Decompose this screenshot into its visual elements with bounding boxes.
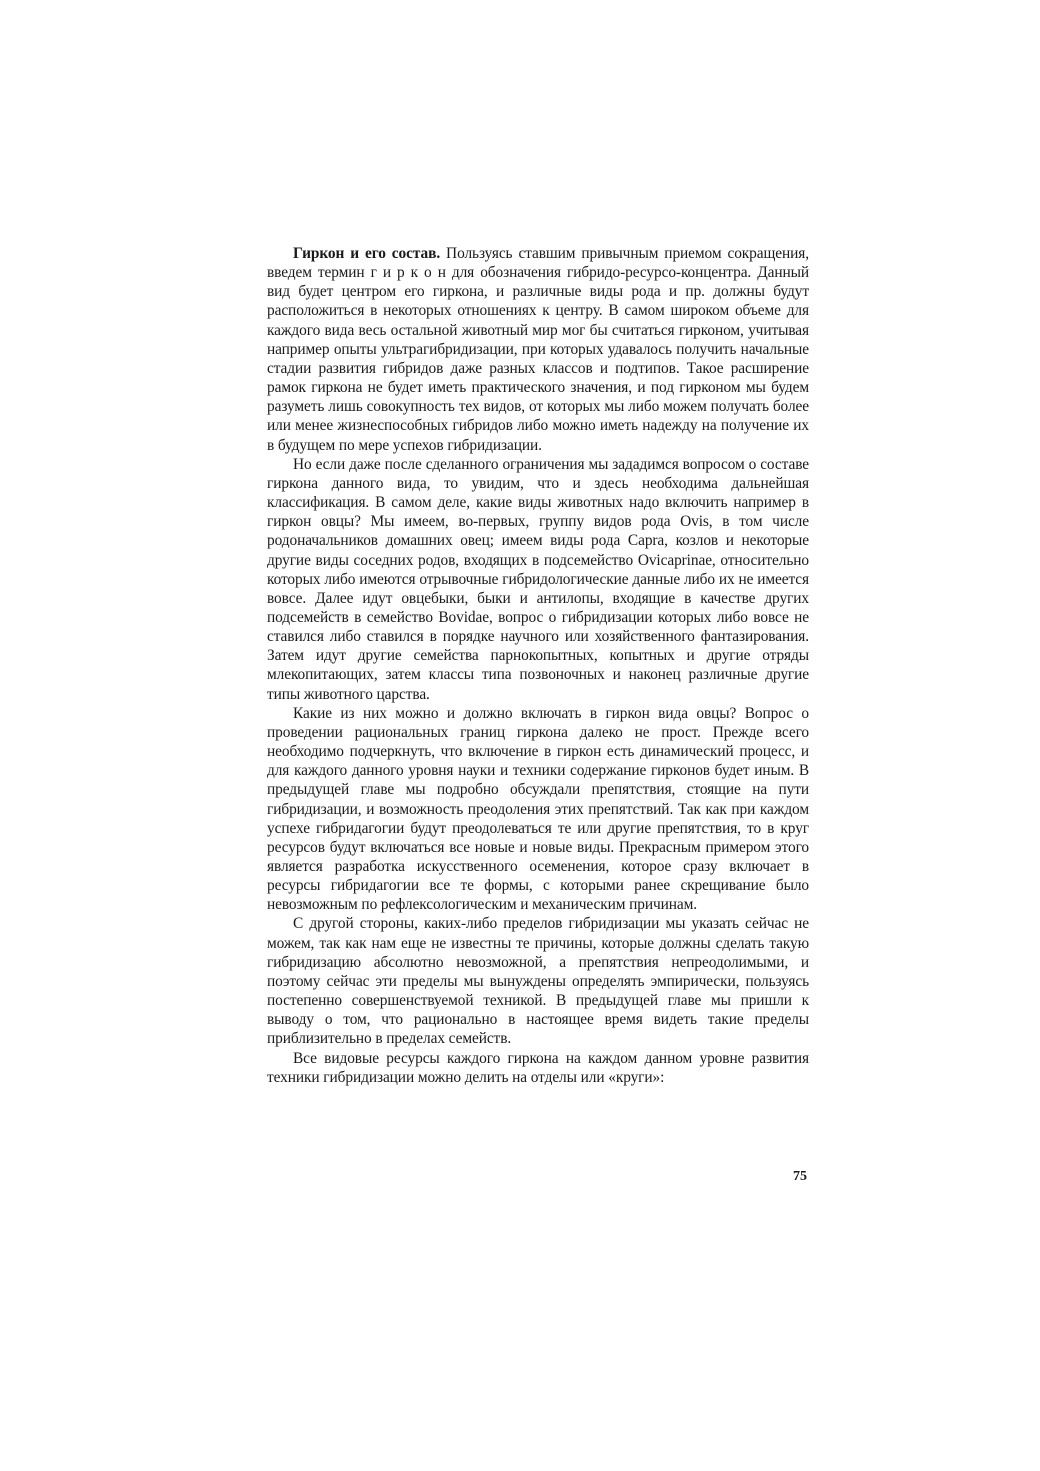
paragraph-text: Пользуясь ставшим привычным приемом сокращения, введем термин г и р к о н для обозначения гибридо-ресурсо-концентра. Данный вид будет центром его гиркона, и различные виды рода и пр. должны будут расположиться в некоторых отношениях к центру. В самом широком объеме для каждого вида весь остальной животный мир мог бы считаться гирконом, учитывая например опыты ультрагибридизации, при которых удавалось получить начальные стадии развития гибридов даже разных классов и подтипов. Такое расширение рамок гиркона не будет иметь практического значения, и под гирконом мы будем разуметь лишь совокупность тех видов, от которых мы либо можем получать более или менее жизнеспособных гибридов либо можно иметь надежду на получение их в будущем по мере успехов гибридизации. xyxy=(267,245,809,454)
paragraph-girkon-composition xyxy=(267,244,809,455)
paragraph-boundaries: Какие из них можно и должно включать в гиркон вида овцы? Вопрос о проведении рациональных границ гиркона далеко не прост. Прежде всего необходимо подчеркнуть, что включение в гиркон есть динамический процесс, и для каждого данного уровня науки и техники содержание гирконов будет иным. В предыдущей главе мы подробно обсуждали препятствия, стоящие на пути гибридизации, и возможность преодоления этих препятствий. Так как при каждом успехе гибридагогии будут преодолеваться те или другие препятствия, то в круг ресурсов будут включаться все новые и новые виды. Прекрасным примером этого является разработка искусственного осеменения, которое сразу включает в ресурсы гибридагогии все те формы, с которыми ранее скрещивание было невозможным по рефлексологическим и механическим причинам. xyxy=(267,704,809,914)
paragraph-limits: С другой стороны, каких-либо пределов гибридизации мы указать сейчас не можем, так как нам еще не известны те причины, которые должны сделать такую гибридизацию абсолютно невозможной, а препятствия непреодолимыми, и поэтому сейчас эти пределы мы вынуждены определять эмпирически, пользуясь постепенно совершенствуемой техникой. В предыдущей главе мы пришли к выводу о том, что рационально в настоящее время видеть такие пределы приблизительно в пределах семейств. xyxy=(267,915,809,1048)
page-text-block xyxy=(267,244,809,1087)
page-number: 75 xyxy=(793,1169,807,1184)
section-heading: Гиркон и его состав. xyxy=(293,245,441,262)
paragraph-classification: Но если даже после сделанного ограничения мы зададимся вопросом о составе гиркона данного вида, то увидим, что и здесь необходима дальнейшая классификация. В самом деле, какие виды животных надо включить например в гиркон овцы? Мы имеем, во-первых, группу видов рода Ovis, в том числе родоначальников домашних овец; имеем виды рода Capra, козлов и некоторые другие виды соседних родов, входящих в подсемейство Ovicaprinae, относительно которых либо имеются отрывочные гибридологические данные либо их не имеется вовсе. Далее идут овцебыки, быки и антилопы, входящие в качестве других подсемейств в семейство Bovidae, вопрос о гибридизации которых либо вовсе не ставился либо ставился в порядке научного или хозяйственного фантазирования. Затем идут другие семейства парнокопытных, копытных и другие отряды млекопитающих, затем классы типа позвоночных и наконец различные другие типы животного царства. xyxy=(267,455,809,703)
paragraph-circles: Все видовые ресурсы каждого гиркона на каждом данном уровне развития техники гибридизации можно делить на отделы или «круги»: xyxy=(267,1049,809,1086)
